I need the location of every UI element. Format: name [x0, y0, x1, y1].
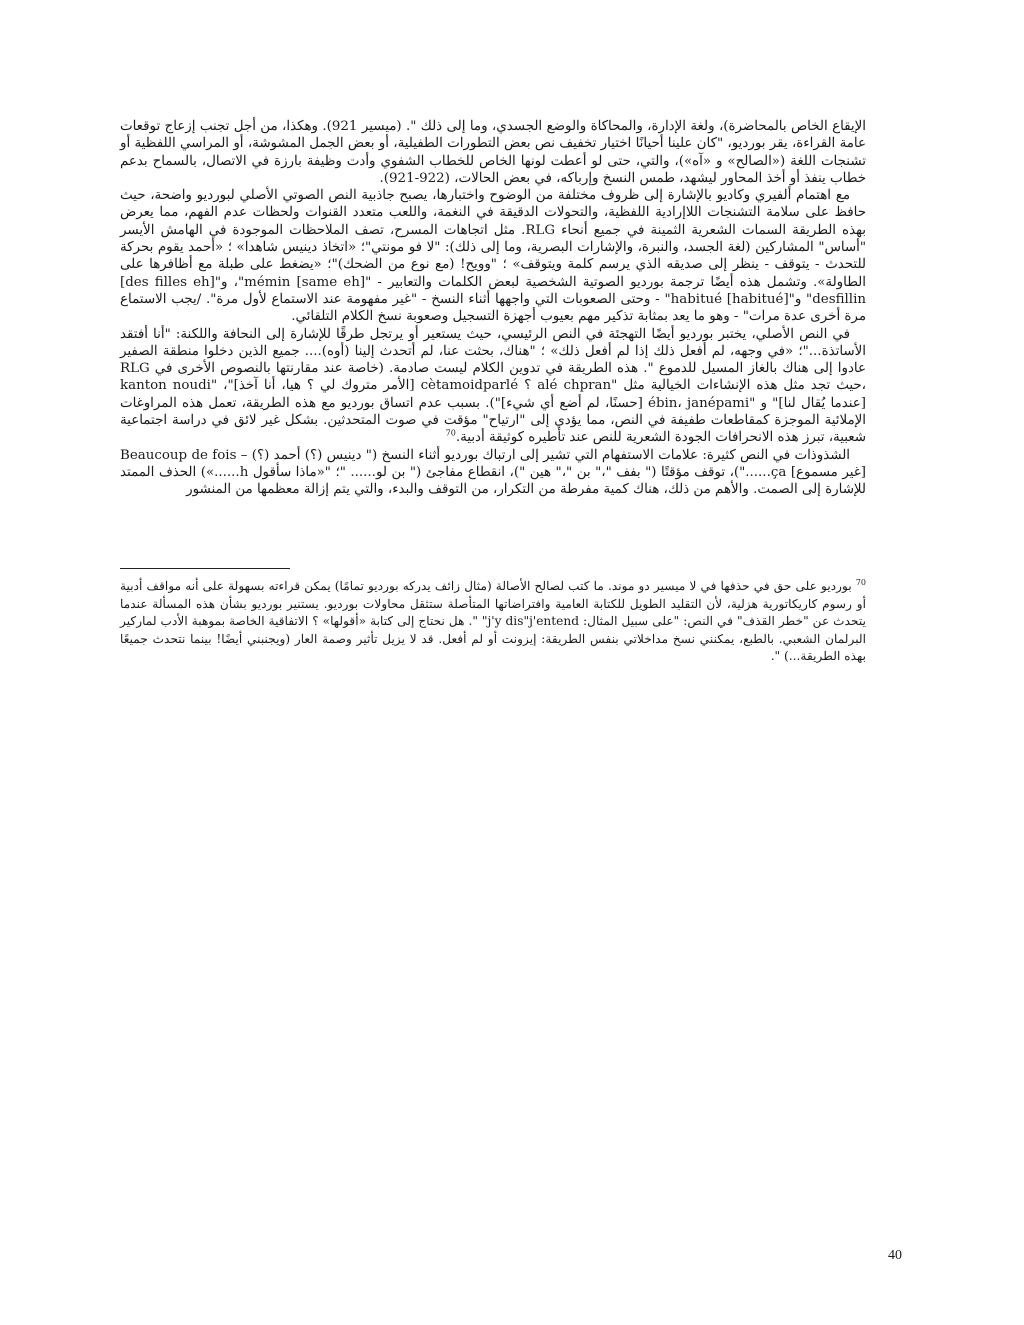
footnote-number: 70	[855, 577, 867, 587]
footnote-divider	[120, 568, 290, 569]
footnote-text: بورديو على حق في حذفها في لا ميسير دو موند. ما كتب لصالح الأصالة (مثال زائف يدركه بورديو تمامًا) يمكن قراءته بسهولة على أنه مواقف أدبية أو رسوم كاريكاتورية هزلية، لأن التقليد الطويل للكتابة العامية وافتراضاتها المتأصلة ستثقل محاولات بورديو. يستنير بورديو بشأن هذه المسألة عندما يتحدث عن "خطر القذف" في النص: "على سبيل المثال: j'y dis"j'entend" ". هل نحتاج إلى كتابة «أقولها» ؟ الاتفاقية الخاصة بموهبة الأدب لماركير البرلمان الشعبي. بالطبع، يمكنني نسخ مداخلاتي بنفس الطريقة: إيزونت أو لم أفعل. قد لا يزيل تأثير وصمة العار (ويجنبني أيضًا! بينما نتحدث جميعًا بهذه الطريقة...) ".	[120, 579, 866, 664]
body-text	[120, 118, 866, 499]
paragraph-1: الإيقاع الخاص بالمحاضرة)، ولغة الإدارة، والمحاكاة والوضع الجسدي، وما إلى ذلك ". (ميسير 921). وهكذا، من أجل تجنب إزعاج توقعات عامة القراءة، يقر بورديو، "كان علينا أحيانًا اختيار تخفيف نص بعض التطورات الطفيلية، أو بعض الجمل المشوشة، أو المراسي اللفظية أو تشنجات اللغة («الصالح» و «آه»)، والتي، حتى لو أعطت لونها الخاص للخطاب الشفوي وأدت وظيفة بارزة في الاتصال، بالسماح بدعم خطاب ينفذ أو أخذ المحاور ليشهد، طمس النسخ وإرباكه، في بعض الحالات، (922-921).	[120, 119, 867, 186]
page-number: 40	[888, 1248, 902, 1263]
footnote-ref-70[interactable]: 70	[445, 428, 456, 438]
footnote-70	[120, 578, 866, 666]
paragraph-3-text: في النص الأصلي، يختبر بورديو أيضًا التهجئة في النص الرئيسي، حيث يستعير أو يرتجل طرقًا للإشارة إلى النحافة واللكنة: "أنا أفتقد الأساتذة..."؛ «في وجهه، لم أفعل ذلك إذا لم أفعل ذلك» ؛ "هناك، بحثت عنا، لم أتحدث إلينا (أوه).... جميع الذين دخلوا منطقة الصفير عادوا إلى هناك بالغاز المسيل للدموع ". هذه الطريقة في تدوين الكلام ليست صادمة. (خاصة عند مقارنتها بالنصوص الأخرى في RLG ،حيث تجد مثل هذه الإنشاءات الخيالية مثل "alé chpran ؟ cètamoidparlé [الأمر متروك لي ؟ هيا، أنا آخذ]"، "kanton noudi [عندما يُقال لنا]" و "ébin، janépami [حسنًا، لم أضع أي شيء]"). بسبب عدم اتساق بورديو مع هذه الطريقة، تعمل هذه المراوغات الإملائية الموجزة كمقاطعات طفيفة في النص، مما يؤدي إلى "ارتياح" مؤقت في صوت المتحدثين. بشكل غير لائق في دراسة اجتماعية شعبية، تبرز هذه الانحرافات الجودة الشعرية للنص عند تأطيره كوثيقة أدبية.	[120, 326, 866, 446]
paragraph-4: الشذوذات في النص كثيرة: علامات الاستفهام التي تشير إلى ارتباك بورديو أثناء النسخ (" دينيس (؟) أحمد (؟) – Beaucoup de fois [غير مسموع] ça......")، توقف مؤقتًا (" بفف "،" بن "،" هين ")، انقطاع مفاجئ (" بن لو...... "؛ "«ماذا سأقول h......») الحذف الممتد للإشارة إلى الصمت. والأهم من ذلك، هناك كمية مفرطة من التكرار، من التوقف والبدء، والتي يتم إزالة معظمها من المنشور	[120, 447, 866, 498]
footnotes	[120, 578, 866, 666]
main-text-block	[120, 118, 866, 499]
paragraph-3	[120, 326, 866, 447]
paragraph-2: مع اهتمام ألفيري وكاديو بالإشارة إلى ظروف مختلفة من الوضوح واختبارها، يصبح جاذبية النص الصوتي الأصلي لبورديو واضحة، حيث حافظ على سلامة التشنجات اللاإرادية اللفظية، والتحولات الدقيقة في النغمة، واللعب متعدد القنوات ولحظات عدم الفهم، مما يعرض بهذه الطريقة السمات الشعرية الثمينة في جميع أنحاء RLG. مثل اتجاهات المسرح، تصف الملاحظات الموجودة في الهامش الأيسر "أساس" المشاركين (لغة الجسد، والنبرة، والإشارات البصرية، وما إلى ذلك): "لا فو مونتي"؛ «اتخاذ دينيس شاهدا» ؛ «أحمد يقوم بحركة للتحدث - يتوقف - ينظر إلى صديقه الذي يرسم كلمة ويتوقف» ؛ "وويح! (مع نوع من الضحك)"؛ «يضغط على طبلة مع أظافرها على الطاولة». وتشمل هذه أيضًا ترجمة بورديو الصوتية الشخصية لبعض الكلمات والتعابير - "[same eh] mémin"، و"[des filles eh] desfillin" و"[habitué] habitué" - وحتى الصعوبات التي واجهها أثناء النسخ - "غير مفهومة عند الاستماع لأول مرة". /يجب الاستماع مرة أخرى عدة مرات" - وهو ما يعد بمثابة تذكير مهم بعيوب أجهزة التسجيل وصعوبة نسخ الكلام التلقائي.	[120, 188, 866, 325]
